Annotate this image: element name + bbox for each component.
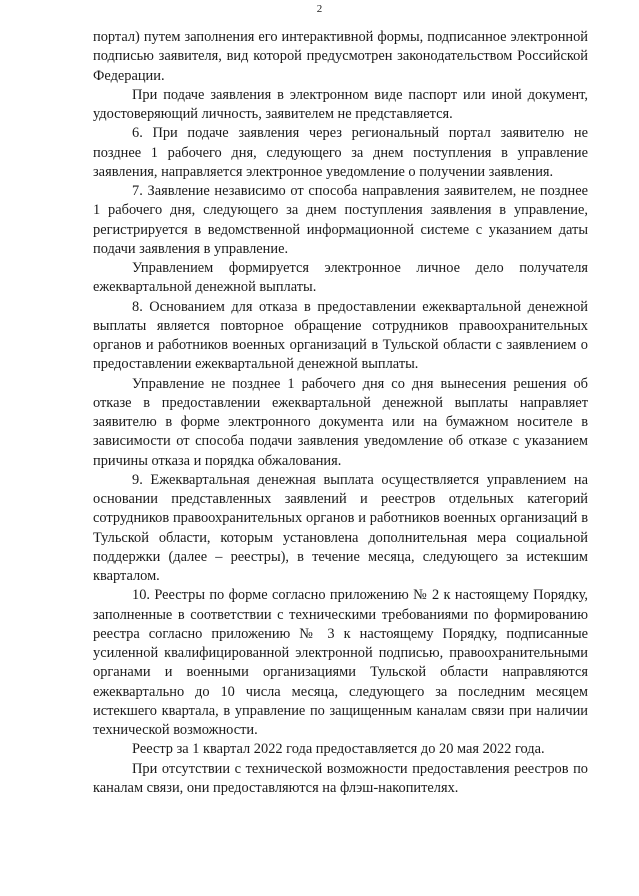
paragraph-item-6: 6. При подаче заявления через региональный портал заявителю не позднее 1 рабочего дня, следующего за днем поступления в управление заявления, направляется электронное уведомление о получении заявления. [93,125,588,180]
paragraph-portal-continuation: портал) путем заполнения его интерактивной формы, подписанное электронной подписью заявителя, вид которой предусмотрен законодательством Российской Федерации. [93,29,588,84]
paragraph-item-7: 7. Заявление независимо от способа направления заявителем, не позднее 1 рабочего дня, следующего за днем поступления заявления в управление, регистрируется в ведомственной информационной системе с указанием даты подачи заявления в управление. [93,183,588,257]
paragraph-refusal-notice: Управление не позднее 1 рабочего дня со дня вынесения решения об отказе в предоставлении ежеквартальной денежной выплаты направляет заявителю в форме электронного документа или на бумажном носителе в зависимости от способа подачи заявления уведомление об отказе с указанием причины отказа и порядка обжалования. [93,375,588,469]
paragraph-item-10: 10. Реестры по форме согласно приложению № 2 к настоящему Порядку, заполненные в соответствии с техническими требованиями по формированию реестра согласно приложению № 3 к настоящему Порядку, подписанные усиленной квалифицированной электронной подписью, правоохранительными органами и военными организациями Тульской области направляются ежеквартально до 10 числа месяца, следующего за последним месяцем истекшего квартала, в управление по защищенным каналам связи при наличии технической возможности. [93,587,588,738]
paragraph-flash-drives: При отсутствии с технической возможности предоставления реестров по каналам связи, они предоставляются на флэш-накопителях. [93,760,588,796]
paragraph-item-8: 8. Основанием для отказа в предоставлении ежеквартальной денежной выплаты является повторное обращение сотрудников правоохранительных органов и работников военных организаций в Тульской области с заявлением о предоставлении ежеквартальной денежной выплаты. [93,298,588,373]
paragraph-personal-file: Управлением формируется электронное личное дело получателя ежеквартальной денежной выплаты. [93,260,588,296]
document-body [93,28,588,798]
paragraph-item-9: 9. Ежеквартальная денежная выплата осуществляется управлением на основании представленных заявлений и реестров отдельных категорий сотрудников правоохранительных органов и работников военных организаций в Тульской области, которым установлена дополнительная мера социальной поддержки (далее – реестры), в течение месяца, следующего за истекшим кварталом. [93,471,588,584]
paragraph-electronic-passport: При подаче заявления в электронном виде паспорт или иной документ, удостоверяющий личность, заявителем не представляется. [93,86,588,122]
paragraph-registry-q1-2022: Реестр за 1 квартал 2022 года предоставляется до 20 мая 2022 года. [132,741,545,758]
page-number: 2 [316,3,323,15]
